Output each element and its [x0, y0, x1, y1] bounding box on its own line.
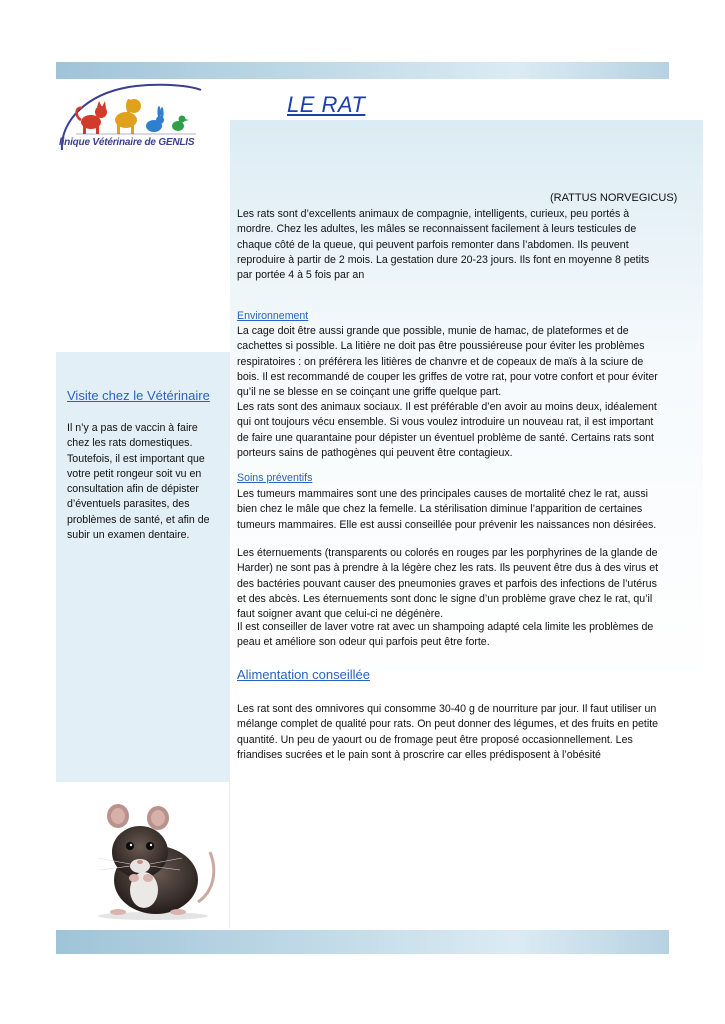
sidebar-panel: [56, 352, 229, 782]
food-paragraph: Les rat sont des omnivores qui consomme 30-40 g de nourriture par jour. Il faut utiliser un mélange complet de qualité pour rats. On peut donner des légumes, et des fruits en petite quantité. Un peu de yaourt ou de fromage peut être proposé occasionnellement. Les friandises sucrées et le pain sont à proscrire car elles prédisposent à l’obésité: [237, 703, 659, 761]
prevention-paragraph-3: Il est conseiller de laver votre rat avec un shampoing adapté cela limite les problèmes de peau et améliore son odeur qui parfois peut être forte.: [237, 621, 654, 649]
page-title: LE RAT: [287, 92, 366, 117]
logo-text: linique Vétérinaire de GENLIS: [59, 137, 195, 148]
environment-heading: Environnement: [237, 310, 309, 322]
prevention-heading: Soins préventifs: [237, 472, 313, 484]
footer-band: [56, 930, 669, 954]
food-heading: Alimentation conseillée: [237, 667, 370, 682]
sidebar-text: Il n’y a pas de vaccin à faire chez les rats domestiques. Toutefois, il est important que votre petit rongeur soit vu en consultation afin de dépister d’éventuels parasites, des problèmes de santé, et afin de subir un examen dentaire.: [67, 422, 210, 542]
intro-paragraph: Les rats sont d’excellents animaux de compagnie, intelligents, curieux, peu portés à mordre. Chez les adultes, les mâles se reconnaissent facilement à leurs testicules de chaque côté de la queue, qui peuvent parfois remonter dans l’abdomen. Ils peuvent reproduire à partir de 2 mois. La gestation dure 20-23 jours. Ils font en moyenne 8 petits par portée 4 à 5 fois par an: [237, 208, 650, 282]
environment-paragraph-1: La cage doit être aussi grande que possible, munie de hamac, de plateformes et de cachettes si possible. La litière ne doit pas être poussiéreuse pour éviter les problèmes respiratoires : on préférera les litières de chanvre et de copeaux de maïs à la sciure de bois. Il est recommandé de couper les griffes de votre rat, pour votre confort et pour éviter qu’il ne se blesse en se coinçant une griffe quelque part.: [237, 325, 658, 399]
header-band: [56, 62, 669, 79]
latin-name: (RATTUS NORVEGICUS): [550, 192, 678, 204]
sidebar-title: Visite chez le Vétérinaire: [67, 388, 210, 403]
rat-photo: [78, 792, 228, 922]
prevention-paragraph-1: Les tumeurs mammaires sont une des principales causes de mortalité chez le rat, aussi bien chez le mâle que chez la femelle. La stérilisation diminue l’apparition de certaines tumeurs mammaires. Elle est aussi conseillée pour prévenir les naissances non désirées.: [237, 488, 657, 531]
sidebar-divider: [229, 352, 230, 928]
prevention-paragraph-2: Les éternuements (transparents ou colorés en rouges par les porphyrines de la glande de Harder) ne sont pas à prendre à la légère chez les rats. Ils peuvent être dus à des virus et des bactéries pouvant causer des pneumonies graves et parfois des infections de l’utérus et des abcès. Les éternuements sont donc le signe d’un problème grave chez le rat, qu’il faut soigner avant que celui-ci ne dégénère.: [237, 547, 659, 621]
environment-paragraph-2: Les rats sont des animaux sociaux. Il est préférable d’en avoir au moins deux, idéalement qui ont toujours vécu ensemble. Si vous voulez introduire un nouveau rat, il est important de faire une quarantaine pour dépister un éventuel problème de santé. Certains rats sont porteurs sains de pathogènes qui peuvent être contagieux.: [237, 401, 657, 459]
